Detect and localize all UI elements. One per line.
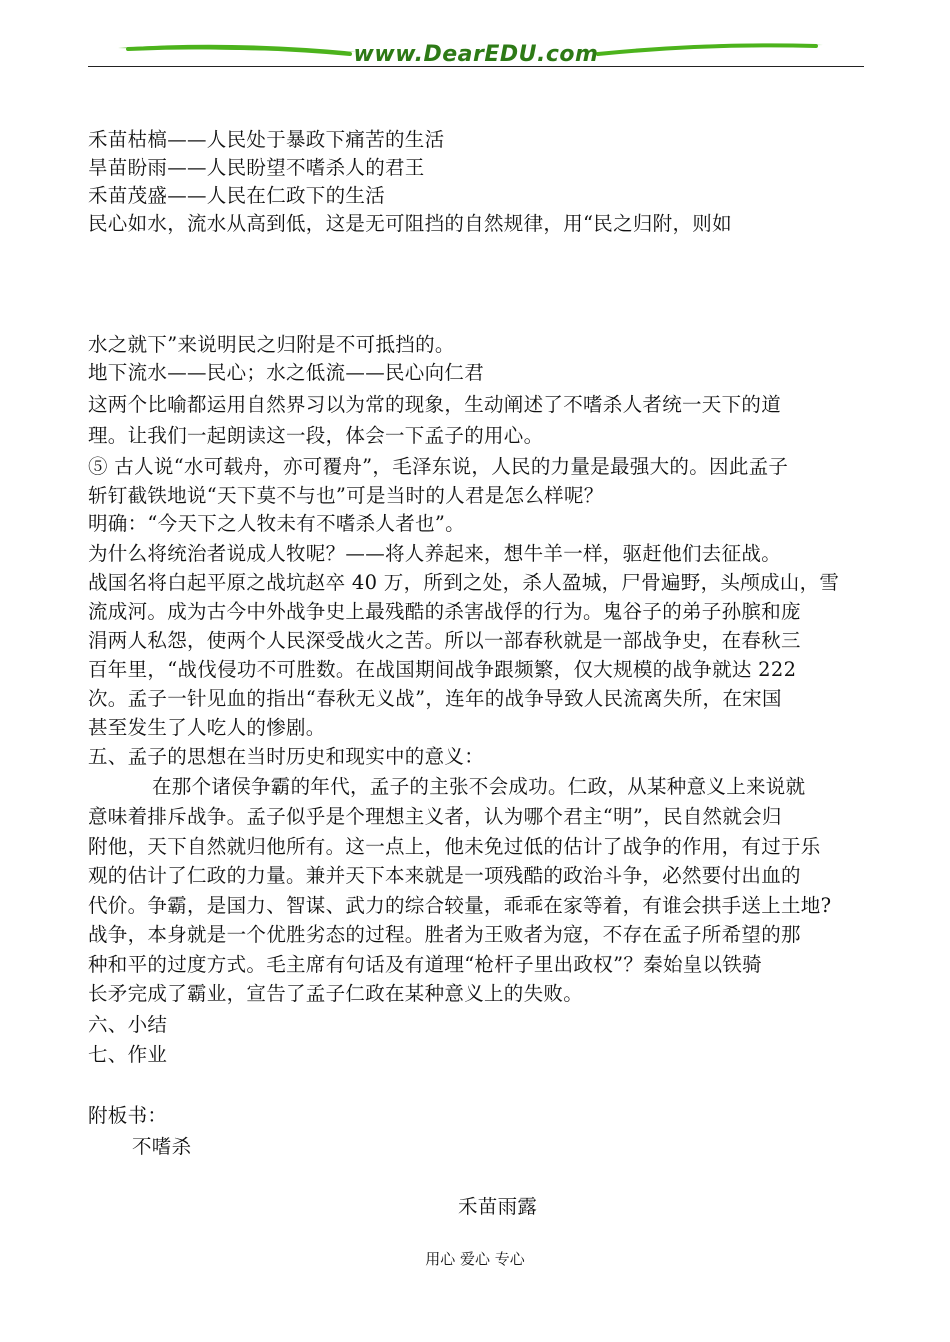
header-divider — [88, 66, 864, 67]
text-line: 种和平的过度方式。毛主席有句话及有道理“枪杆子里出政权”？秦始皇以铁骑 — [88, 953, 762, 976]
text-line: 水之就下”来说明民之归附是不可抵挡的。 — [88, 333, 455, 356]
text-line: 斩钉截铁地说“天下莫不与也”可是当时的人君是怎么样呢？ — [88, 484, 604, 507]
text-line: 战争，本身就是一个优胜劣态的过程。胜者为王败者为寇，不存在孟子所希望的那 — [88, 923, 801, 946]
text-line: 地下流水——民心；水之低流——民心向仁君 — [88, 361, 484, 384]
text-line: 战国名将白起平原之战坑赵卒 40 万，所到之处，杀人盈城，尸骨遍野，头颅成山，雪 — [88, 571, 840, 594]
text-line: 理。让我们一起朗读这一段，体会一下孟子的用心。 — [88, 424, 544, 447]
text-line: 代价。争霸，是国力、智谋、武力的综合较量，乖乖在家等着，有谁会拱手送上土地? — [88, 894, 832, 917]
text-line: 禾苗茂盛——人民在仁政下的生活 — [88, 184, 385, 207]
text-line: 这两个比喻都运用自然界习以为常的现象，生动阐述了不嗜杀人者统一天下的道 — [88, 393, 782, 416]
text-line: 长矛完成了霸业，宣告了孟子仁政在某种意义上的失败。 — [88, 982, 584, 1005]
text-line: 流成河。成为古今中外战争史上最残酷的杀害战俘的行为。鬼谷子的弟子孙膑和庞 — [88, 600, 801, 623]
text-line: 涓两人私怨，使两个人民深受战火之苦。所以一部春秋就是一部战争史，在春秋三 — [88, 629, 801, 652]
board-notes-item: 禾苗雨露 — [458, 1195, 538, 1218]
text-line: 意味着排斥战争。孟子似乎是个理想主义者，认为哪个君主“明”，民自然就会归 — [88, 805, 782, 828]
text-line: 甚至发生了人吃人的惨剧。 — [88, 716, 326, 739]
section-heading: 七、作业 — [88, 1043, 168, 1066]
section-heading: 六、小结 — [88, 1013, 168, 1036]
text-line: 明确：“今天下之人牧未有不嗜杀人者也”。 — [88, 512, 465, 535]
text-line: 观的估计了仁政的力量。兼并天下本来就是一项残酷的政治斗争，必然要付出血的 — [88, 864, 801, 887]
board-notes-label: 附板书： — [88, 1104, 168, 1127]
board-notes-item: 不嗜杀 — [132, 1135, 192, 1158]
text-line: 旱苗盼雨——人民盼望不嗜杀人的君王 — [88, 156, 425, 179]
text-line: 次。孟子一针见血的指出“春秋无义战”，连年的战争导致人民流离失所，在宋国 — [88, 687, 782, 710]
brand-logo-text[interactable]: www.DearEDU.com — [353, 42, 599, 67]
site-header — [88, 30, 864, 70]
text-line: 百年里，“战伐侵功不可胜数。在战国期间战争跟频繁，仅大规模的战争就达 222 — [88, 658, 797, 681]
text-line: 附他，天下自然就归他所有。这一点上，他未免过低的估计了战争的作用，有过于乐 — [88, 835, 821, 858]
section-heading: 五、孟子的思想在当时历史和现实中的意义： — [88, 745, 485, 768]
text-line: 为什么将统治者说成人牧呢？——将人养起来，想牛羊一样，驱赶他们去征战。 — [88, 542, 782, 565]
text-line: 在那个诸侯争霸的年代，孟子的主张不会成功。仁政，从某种意义上来说就 — [152, 775, 806, 798]
page-footer: 用心 爱心 专心 — [425, 1250, 525, 1268]
text-line: 禾苗枯槁——人民处于暴政下痛苦的生活 — [88, 128, 445, 151]
text-line: 民心如水，流水从高到低，这是无可阻挡的自然规律，用“民之归附，则如 — [88, 212, 732, 235]
text-line: ⑤ 古人说“水可载舟，亦可覆舟”，毛泽东说，人民的力量是最强大的。因此孟子 — [88, 455, 789, 478]
